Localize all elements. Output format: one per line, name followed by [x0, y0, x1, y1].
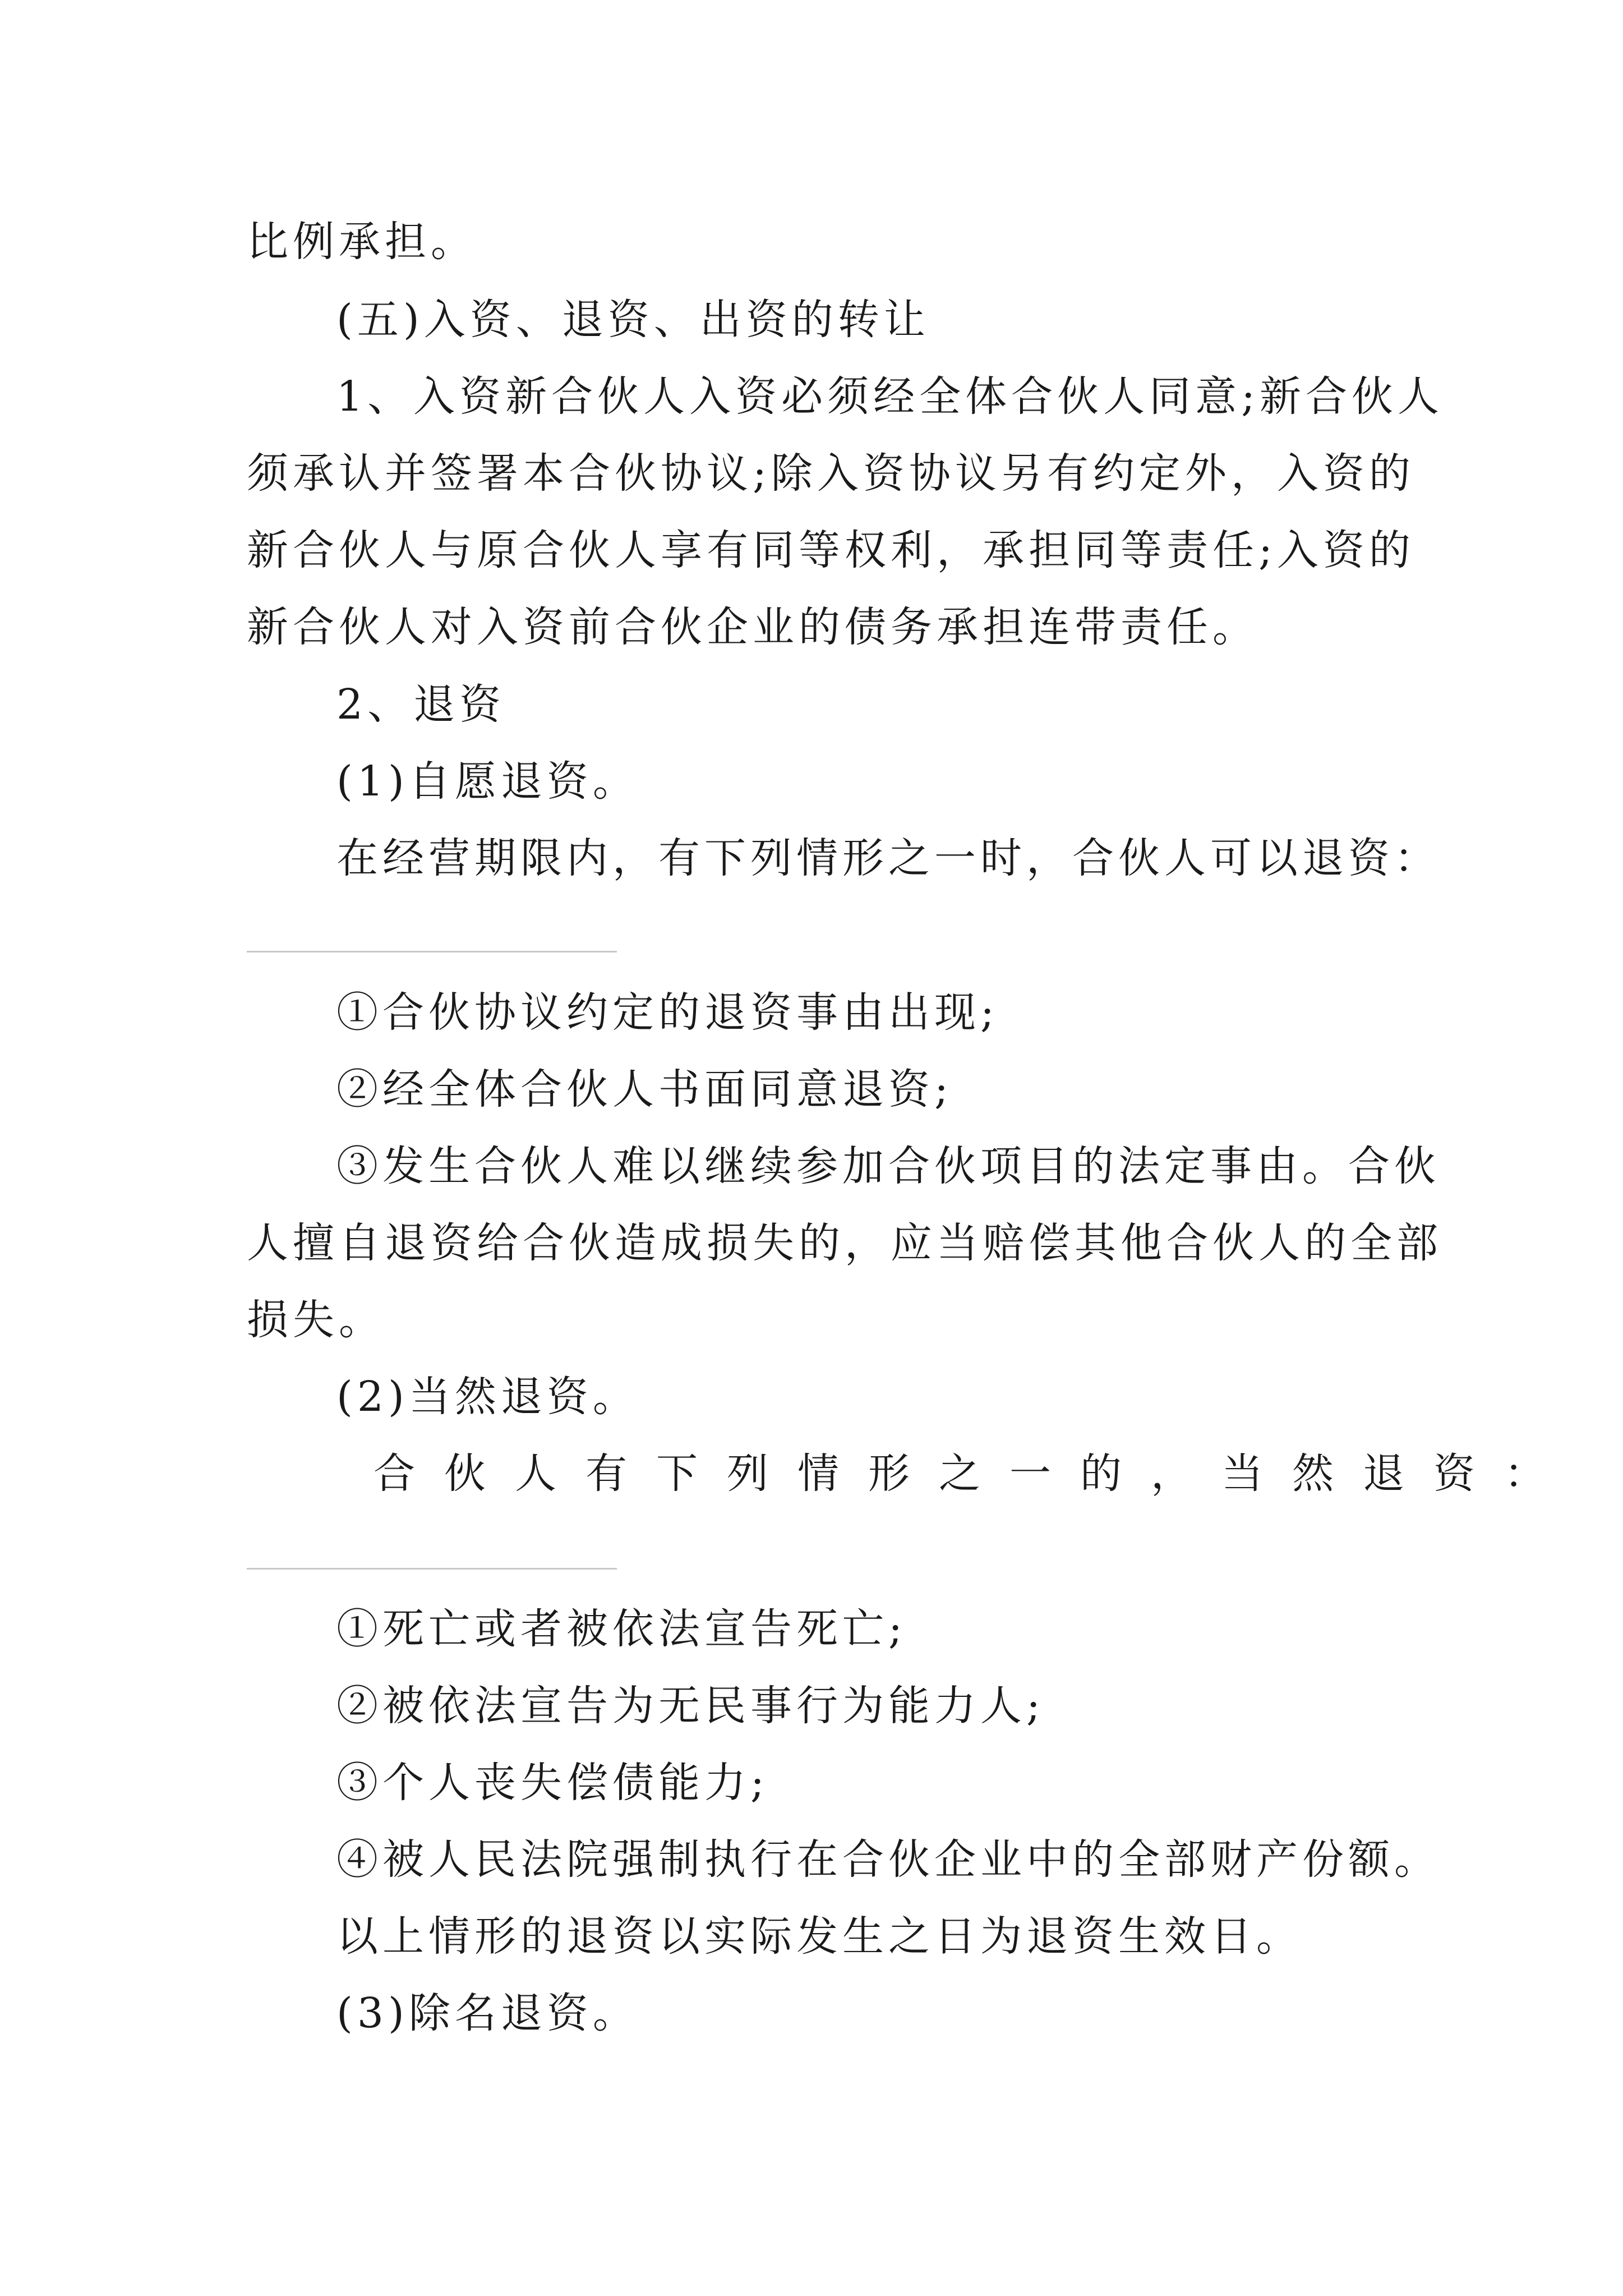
subsection-heading: (1)自愿退资。: [336, 757, 639, 806]
text-line: 以上情形的退资以实际发生之日为退资生效日。: [336, 1912, 1302, 1961]
list-item: ①死亡或者被依法宣告死亡;: [336, 1605, 907, 1653]
list-item: ①合伙协议约定的退资事由出现;: [336, 988, 999, 1037]
list-item: ④被人民法院强制执行在合伙企业中的全部财产份额。: [336, 1835, 1440, 1884]
section-heading: 2、退资: [336, 680, 506, 729]
subsection-heading: (2)当然退资。: [336, 1373, 639, 1421]
subsection-heading: (3)除名退资。: [336, 1989, 639, 2037]
list-item: ②经全体合伙人书面同意退资;: [336, 1065, 953, 1114]
text-line: 损失。: [247, 1296, 385, 1344]
text-line: 比例承担。: [247, 218, 477, 266]
list-item: ②被依法宣告为无民事行为能力人;: [336, 1682, 1045, 1730]
section-heading: (五)入资、退资、出资的转让: [336, 296, 930, 344]
blank-underline: [247, 1568, 617, 1570]
text-line: 人擅自退资给合伙造成损失的，应当赔偿其他合伙人的全部: [247, 1219, 1442, 1267]
list-item: ③个人丧失偿债能力;: [336, 1759, 769, 1807]
blank-underline: [247, 951, 617, 953]
text-line: 合伙人有下列情形之一的，当然退资：: [374, 1450, 1575, 1498]
list-item: ③发生合伙人难以继续参加合伙项目的法定事由。合伙: [336, 1142, 1440, 1190]
text-line: 1、入资新合伙人入资必须经全体合伙人同意;新合伙人: [336, 372, 1444, 421]
text-line: 新合伙人对入资前合伙企业的债务承担连带责任。: [247, 603, 1258, 651]
text-line: 新合伙人与原合伙人享有同等权利，承担同等责任;入资的: [247, 526, 1415, 574]
text-line: 在经营期限内，有下列情形之一时，合伙人可以退资：: [336, 834, 1440, 882]
text-line: 须承认并签署本合伙协议;除入资协议另有约定外，入资的: [247, 449, 1415, 498]
